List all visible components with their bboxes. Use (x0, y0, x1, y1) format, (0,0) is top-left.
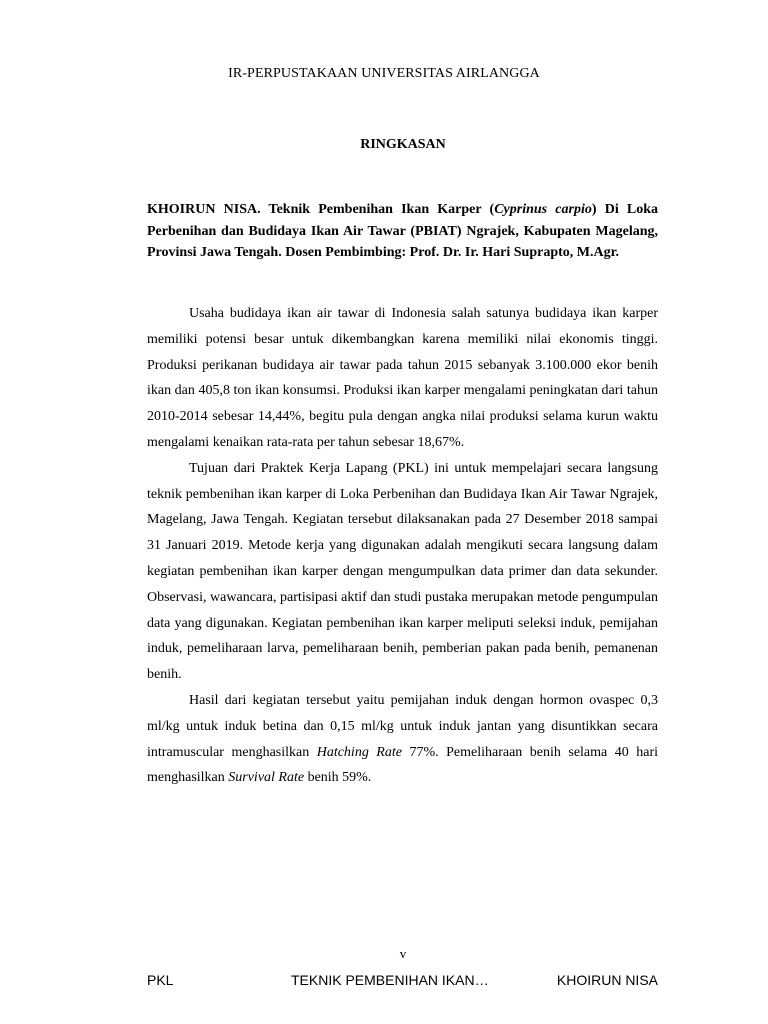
citation-title-after: ) Di Loka Perbenihan dan Budidaya Ikan Air Tawar (PBIAT) Ngrajek, Kabupaten Magelang, Provinsi Jawa Tengah. (147, 202, 659, 260)
paragraph-3-part-a: Hasil dari kegiatan tersebut yaitu pemijahan induk dengan hormon ovaspec 0,3 ml/kg untuk induk betina dan 0,15 ml/kg untuk induk jantan yang disuntikkan secara intramuscular menghasilkan (147, 692, 658, 760)
paragraph-3-part-c: benih 59%. (304, 770, 372, 786)
page-number: v (399, 946, 407, 961)
hatching-rate-term: Hatching Rate (316, 744, 402, 760)
citation-supervisor: Dosen Pembimbing: Prof. Dr. Ir. Hari Suprapto, M.Agr. (285, 245, 620, 260)
institution-header: IR-PERPUSTAKAAN UNIVERSITAS AIRLANGGA (228, 66, 540, 81)
summary-body (147, 301, 658, 791)
paragraph-3 (147, 688, 658, 791)
citation-species: Cyprinus carpio (494, 202, 592, 217)
footer-left: PKL (147, 972, 174, 988)
paragraph-1: Usaha budidaya ikan air tawar di Indonesia salah satunya budidaya ikan karper memiliki potensi besar untuk dikembangkan karena memiliki nilai ekonomis tinggi. Produksi perikanan budidaya air tawar pada tahun 2015 sebanyak 3.100.000 ekor benih ikan dan 405,8 ton ikan konsumsi. Produksi ikan karper mengalami peningkatan dari tahun 2010-2014 sebesar 14,44%, begitu pula dengan angka nilai produksi selama kurun waktu mengalami kenaikan rata-rata per tahun sebesar 18,67%. (147, 306, 658, 450)
citation-title-before: Teknik Pembenihan Ikan Karper ( (268, 202, 495, 217)
footer-right: KHOIRUN NISA (556, 972, 658, 988)
paragraph-3-part-b: 77%. Pemeliharaan benih selama 40 hari menghasilkan (147, 744, 658, 786)
citation-author: KHOIRUN NISA. (147, 202, 261, 217)
paragraph-2: Tujuan dari Praktek Kerja Lapang (PKL) ini untuk mempelajari secara langsung teknik pembenihan ikan karper di Loka Perbenihan dan Budidaya Ikan Air Tawar Ngrajek, Magelang, Jawa Tengah. Kegiatan tersebut dilaksanakan pada 27 Desember 2018 sampai 31 Januari 2019. Metode kerja yang digunakan adalah mengikuti secara langsung dalam kegiatan pembenihan ikan karper dengan mengumpulkan data primer dan data sekunder. Observasi, wawancara, partisipasi aktif dan studi pustaka merupakan metode pengumpulan data yang digunakan. Kegiatan pembenihan ikan karper meliputi seleksi induk, pemijahan induk, pemeliharaan larva, pemeliharaan benih, pemberian pakan pada benih, pemanenan benih. (147, 460, 658, 683)
page-title: RINGKASAN (360, 137, 446, 152)
citation-block (147, 199, 658, 264)
footer-middle: TEKNIK PEMBENIHAN IKAN… (291, 972, 489, 988)
survival-rate-term: Survival Rate (228, 770, 305, 786)
